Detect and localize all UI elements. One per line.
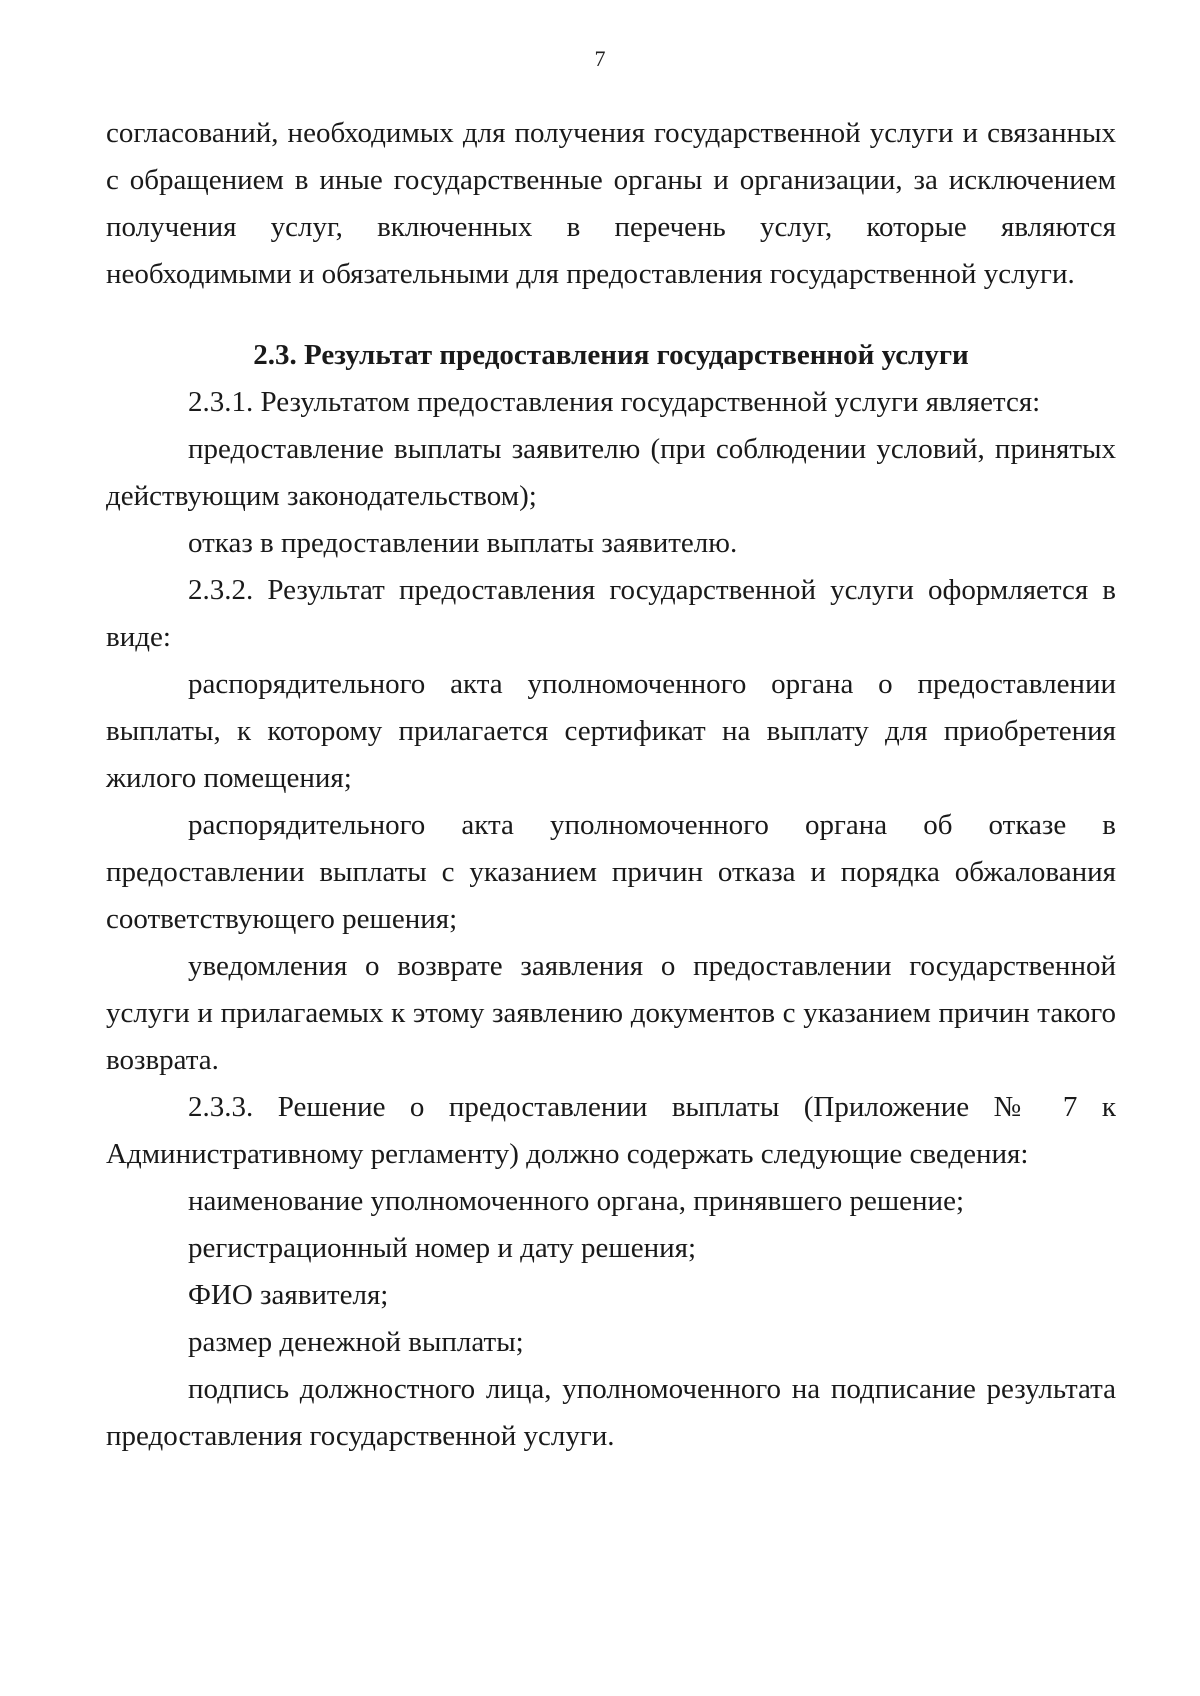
list-item-authority-name: наименование уполномоченного органа, принявшего решение; [188,1185,965,1217]
list-item-payment-amount: размер денежной выплаты; [188,1326,524,1358]
page-number: 7 [594,46,606,71]
paragraph-grant-act: распорядительного акта уполномоченного органа о предоставлении выплаты, к которому прилагается сертификат на выплату для приобретения жилого помещения; [106,668,1116,794]
intro-paragraph: согласований, необходимых для получения государственной услуги и связанных с обращением в иные государственные органы и организации, за исключением получения услуг, включенных в перечень услуг, которые являются необходимыми и обязательными для предоставления государственной услуги. [106,117,1116,290]
document-body [106,110,1116,1460]
paragraph-2-3-3: 2.3.3. Решение о предоставлении выплаты (Приложение № 7 к Административному регламенту) должно содержать следующие сведения: [106,1091,1116,1170]
paragraph-payment-refused: отказ в предоставлении выплаты заявителю. [188,527,738,559]
paragraph-refusal-act: распорядительного акта уполномоченного органа об отказе в предоставлении выплаты с указанием причин отказа и порядка обжалования соответствующего решения; [106,809,1116,935]
paragraph-return-notice: уведомления о возврате заявления о предоставлении государственной услуги и прилагаемых к этому заявлению документов с указанием причин такого возврата. [106,950,1116,1076]
paragraph-payment-granted: предоставление выплаты заявителю (при соблюдении условий, принятых действующим законодательством); [106,433,1116,512]
list-item-official-signature: подпись должностного лица, уполномоченного на подписание результата предоставления государственной услуги. [106,1373,1116,1452]
list-item-applicant-name: ФИО заявителя; [188,1279,389,1311]
section-heading: 2.3. Результат предоставления государственной услуги [253,339,969,371]
paragraph-2-3-2: 2.3.2. Результат предоставления государственной услуги оформляется в виде: [106,574,1116,653]
paragraph-2-3-1: 2.3.1. Результатом предоставления государственной услуги является: [188,386,1041,418]
list-item-registration-number: регистрационный номер и дату решения; [188,1232,697,1264]
